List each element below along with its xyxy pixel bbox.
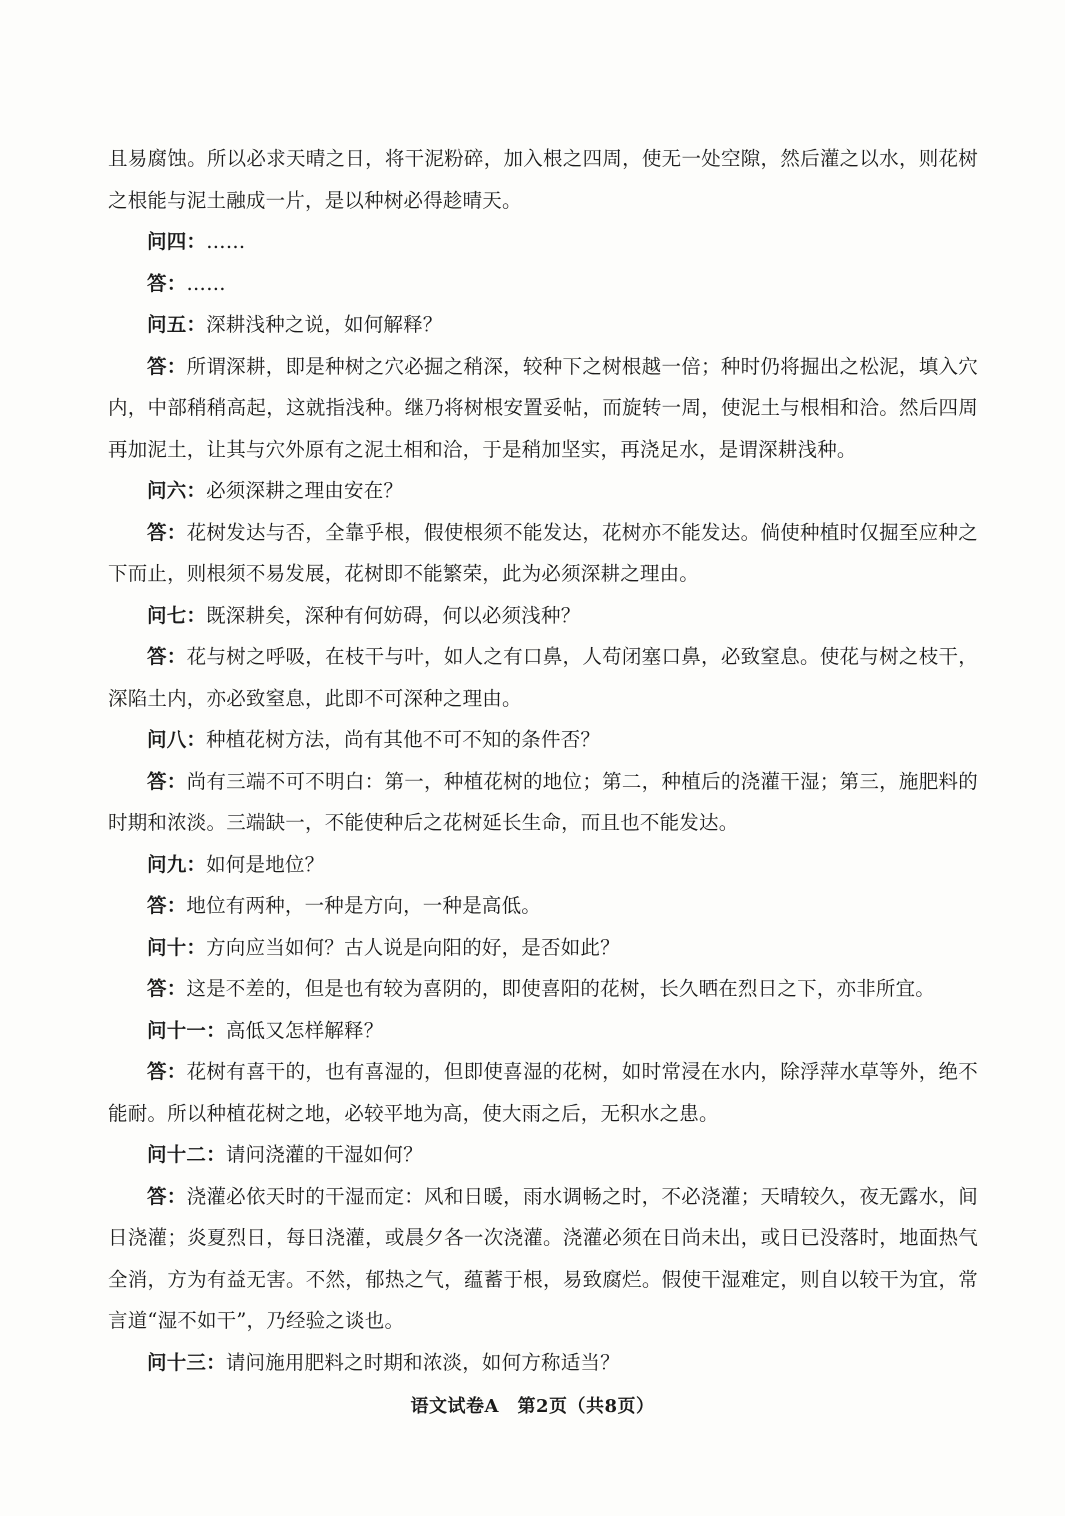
qa-text: 深耕浅种之说，如何解释？ (206, 313, 443, 336)
answer-paragraph (108, 346, 978, 471)
qa-text: 请问浇灌的干湿如何？ (225, 1143, 423, 1166)
question-paragraph (108, 844, 978, 886)
answer-paragraph (108, 1176, 978, 1342)
question-paragraph (108, 719, 978, 761)
question-paragraph (108, 1010, 978, 1052)
question-paragraph (108, 595, 978, 637)
qa-label: 问十一： (147, 1018, 226, 1042)
answer-paragraph (108, 761, 978, 844)
qa-text: 所谓深耕，即是种树之穴必掘之稍深，较种下之树根越一倍；种时仍将掘出之松泥，填入穴内，中部稍稍高起，这就指浅种。继乃将树根安置妥帖，而旋转一周，使泥土与根相和洽。然后四周再加泥土，让其与穴外原有之泥土相和洽，于是稍加坚实，再浇足水，是谓深耕浅种。 (108, 354, 978, 461)
qa-text: 花树有喜干的，也有喜湿的，但即使喜湿的花树，如时常浸在水内，除浮萍水草等外，绝不能耐。所以种植花树之地，必较平地为高，使大雨之后，无积水之患。 (108, 1060, 978, 1125)
qa-label: 答： (147, 977, 187, 1000)
question-paragraph (108, 1134, 978, 1176)
answer-paragraph (108, 968, 978, 1010)
qa-label: 问十三： (147, 1350, 226, 1374)
qa-label: 答： (147, 271, 187, 295)
answer-paragraph (108, 512, 978, 595)
answer-paragraph (108, 636, 978, 719)
qa-label: 答： (147, 1060, 187, 1083)
qa-label: 答： (147, 894, 187, 917)
qa-text: 地位有两种，一种是方向，一种是高低。 (186, 894, 542, 917)
page-footer: 语文试卷A 第2页（共8页） (410, 1396, 655, 1417)
page-body (108, 138, 978, 1383)
qa-label: 答： (147, 520, 187, 544)
qa-text: 请问施用肥料之时期和浓淡，如何方称适当？ (225, 1350, 620, 1374)
question-paragraph (108, 927, 978, 969)
qa-text: 种植花树方法，尚有其他不可不知的条件否？ (206, 728, 601, 751)
qa-label: 问七： (147, 603, 207, 627)
qa-label: 答： (147, 1184, 187, 1208)
qa-label: 答： (147, 769, 187, 793)
qa-text: 尚有三端不可不明白：第一，种植花树的地位；第二，种植后的浇灌干湿；第三，施肥料的时期和浓淡。三端缺一，不能使种后之花树延长生命，而且也不能发达。 (108, 769, 978, 834)
qa-text: 花与树之呼吸，在枝干与叶，如人之有口鼻，人苟闭塞口鼻，必致窒息。使花与树之枝干，深陷土内，亦必致窒息，此即不可深种之理由。 (108, 645, 978, 710)
qa-text: 必须深耕之理由安在？ (206, 479, 404, 502)
qa-text: 高低又怎样解释？ (225, 1018, 384, 1042)
answer-paragraph (108, 263, 978, 305)
qa-text: 方向应当如何？古人说是向阳的好，是否如此？ (206, 935, 620, 959)
answer-paragraph (108, 1051, 978, 1134)
qa-text: 既深耕矣，深种有何妨碍，何以必须浅种？ (206, 603, 581, 627)
question-paragraph (108, 470, 978, 512)
qa-label: 问五： (147, 313, 207, 336)
qa-text: 浇灌必依天时的干湿而定：风和日暖，雨水调畅之时，不必浇灌；天晴较久，夜无露水，间日浇灌；炎夏烈日，每日浇灌，或晨夕各一次浇灌。浇灌必须在日尚未出，或日已没落时，地面热气全消，方为有益无害。不然，郁热之气，蕴蓄于根，易致腐烂。假使干湿难定，则自以较干为宜，常言道“湿不如干”，乃经验之谈也。 (108, 1184, 978, 1332)
qa-label: 问六： (147, 479, 207, 502)
qa-text: 这是不差的，但是也有较为喜阴的，即使喜阳的花树，长久晒在烈日之下，亦非所宜。 (186, 977, 936, 1000)
question-paragraph (108, 221, 978, 263)
qa-label: 问十二： (147, 1143, 226, 1166)
qa-label: 问八： (147, 728, 207, 751)
qa-label: 问四： (147, 230, 207, 253)
qa-text: …… (186, 271, 226, 295)
qa-label: 问十： (147, 935, 207, 959)
qa-label: 问九： (147, 852, 207, 876)
qa-text: …… (206, 230, 246, 253)
continuation-paragraph: 且易腐蚀。所以必求天晴之日，将干泥粉碎，加入根之四周，使无一处空隙，然后灌之以水，则花树之根能与泥土融成一片，是以种树必得趁晴天。 (108, 147, 978, 212)
qa-text: 花树发达与否，全靠乎根，假使根须不能发达，花树亦不能发达。倘使种植时仅掘至应种之下而止，则根须不易发展，花树即不能繁荣，此为必须深耕之理由。 (108, 520, 978, 585)
question-paragraph (108, 1342, 978, 1384)
question-paragraph (108, 304, 978, 346)
qa-list (108, 221, 978, 1383)
qa-label: 答： (147, 645, 187, 668)
qa-text: 如何是地位？ (206, 852, 325, 876)
answer-paragraph (108, 885, 978, 927)
qa-label: 答： (147, 354, 187, 378)
